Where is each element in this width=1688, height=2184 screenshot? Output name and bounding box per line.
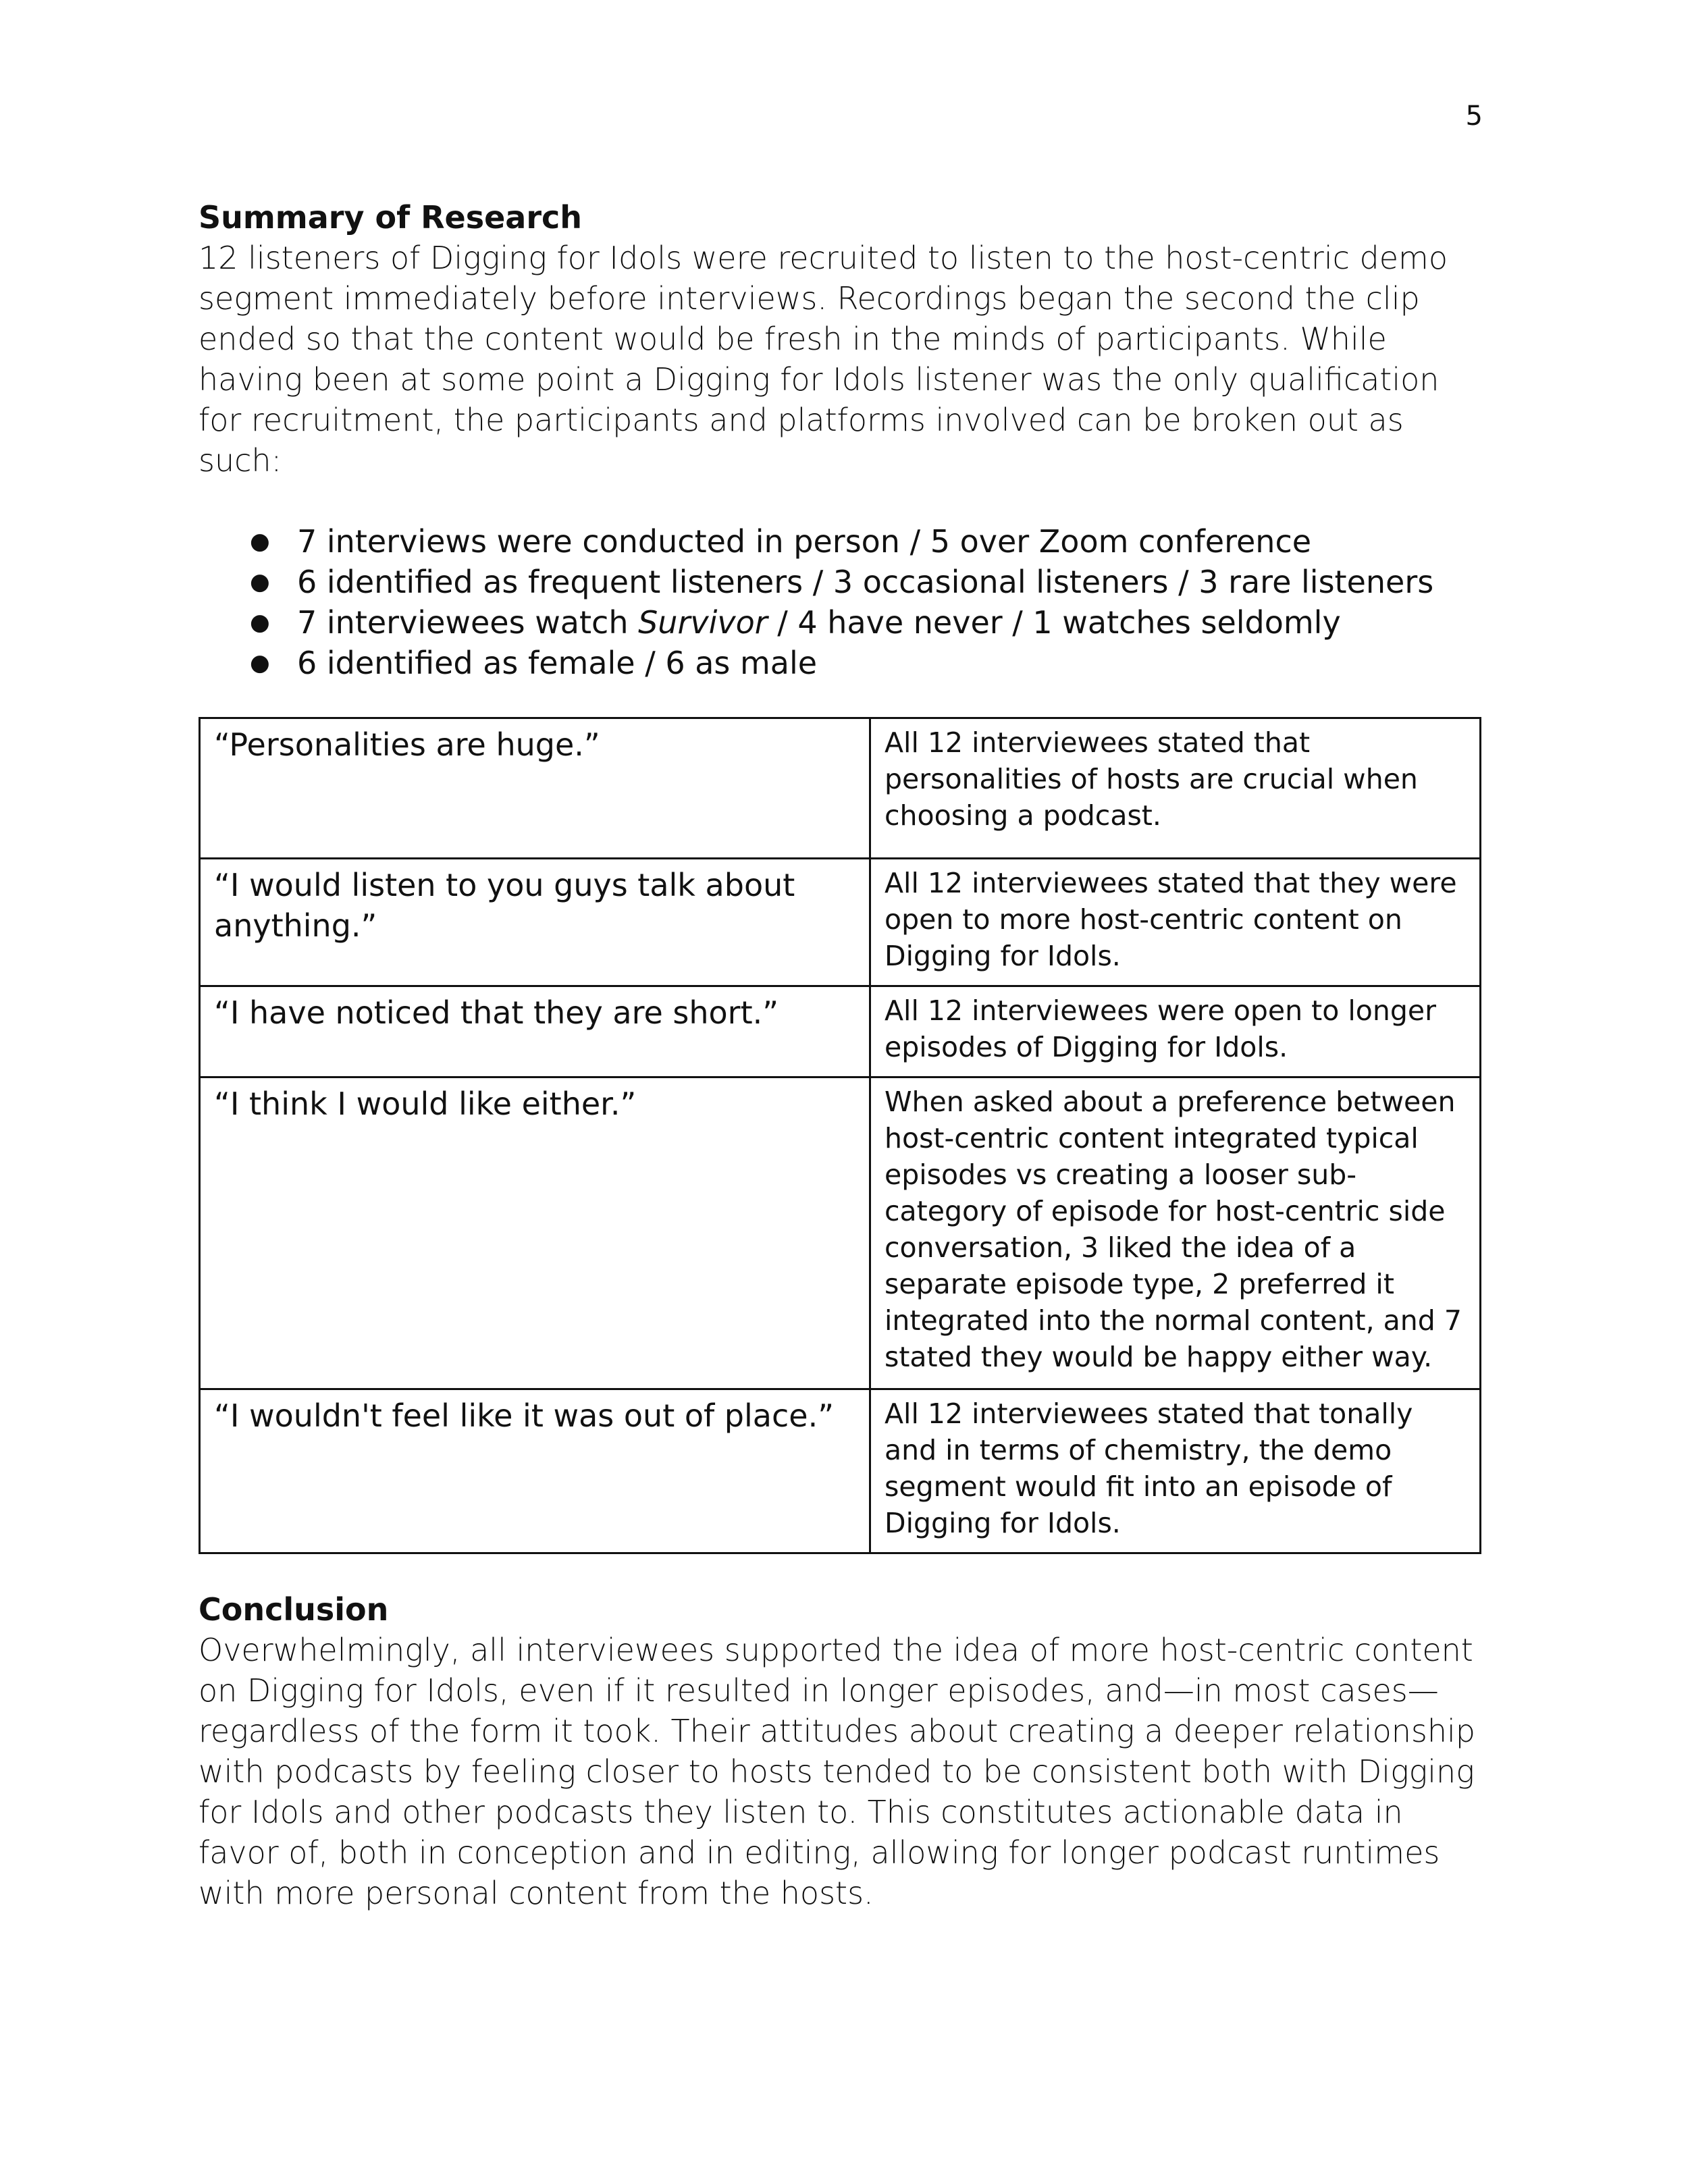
bullet-item [199,643,1481,683]
conclusion-heading: Conclusion [199,1591,389,1628]
bullet-item [199,521,1481,562]
bullet-text: 7 interviews were conducted in person / 5 over Zoom conference [297,523,1312,560]
summary-paragraph: 12 listeners of Digging for Idols were recruited to listen to the host-centric demo segment immediately before interviews. Recordings began the second the clip ended so that the content would be fresh in the minds of participants. While having been at some point a Digging for Idols listener was the only qualification for recruitment, the participants and platforms involved can be broken out as such: [199,240,1448,479]
table-row [200,1389,1481,1553]
document-body [199,197,1481,1913]
bullet-item [199,562,1481,602]
bullet-icon: ● [250,649,270,676]
quote-cell: “I have noticed that they are short.” [200,986,870,1077]
summary-cell: When asked about a preference between host-centric content integrated typical episodes vs creating a looser sub-category of episode for host-centric side conversation, 3 liked the idea of a separate episode type, 2 preferred it integrated into the normal content, and 7 stated they would be happy either way. [870,1077,1481,1389]
bullet-icon: ● [250,568,270,595]
bullet-text-after: / 4 have never / 1 watches seldomly [767,604,1341,641]
table-row [200,986,1481,1077]
bullet-icon: ● [250,609,270,636]
summary-cell: All 12 interviewees stated that they were open to more host-centric content on Digging for Idols. [870,859,1481,986]
bullet-icon: ● [250,528,270,555]
participant-breakdown-list [199,521,1481,683]
quote-cell: “I wouldn't feel like it was out of place.” [200,1389,870,1553]
table-row [200,718,1481,859]
table-row [200,859,1481,986]
bullet-text: 6 identified as female / 6 as male [297,645,818,681]
summary-heading: Summary of Research [199,199,583,236]
conclusion-section [199,1589,1481,1913]
bullet-item [199,602,1481,643]
summary-cell: All 12 interviewees were open to longer episodes of Digging for Idols. [870,986,1481,1077]
quote-cell: “I would listen to you guys talk about anything.” [200,859,870,986]
conclusion-paragraph: Overwhelmingly, all interviewees supported the idea of more host-centric content on Digging for Idols, even if it resulted in longer episodes, and—in most cases—regardless of the form it took. Their attitudes about creating a deeper relationship with podcasts by feeling closer to hosts tended to be consistent both with Digging for Idols and other podcasts they listen to. This constitutes actionable data in favor of, both in conception and in editing, allowing for longer podcast runtimes with more personal content from the hosts. [199,1632,1475,1911]
quote-cell: “I think I would like either.” [200,1077,870,1389]
bullet-text: 6 identified as frequent listeners / 3 occasional listeners / 3 rare listeners [297,564,1434,600]
table-row [200,1077,1481,1389]
page-number: 5 [1465,101,1483,132]
bullet-text-before: 7 interviewees watch [297,604,639,641]
findings-table [199,717,1481,1554]
summary-cell: All 12 interviewees stated that personalities of hosts are crucial when choosing a podcast. [870,718,1481,859]
summary-cell: All 12 interviewees stated that tonally and in terms of chemistry, the demo segment would fit into an episode of Digging for Idols. [870,1389,1481,1553]
quote-cell: “Personalities are huge.” [200,718,870,859]
summary-section [199,197,1481,683]
show-title: Survivor [638,604,768,641]
